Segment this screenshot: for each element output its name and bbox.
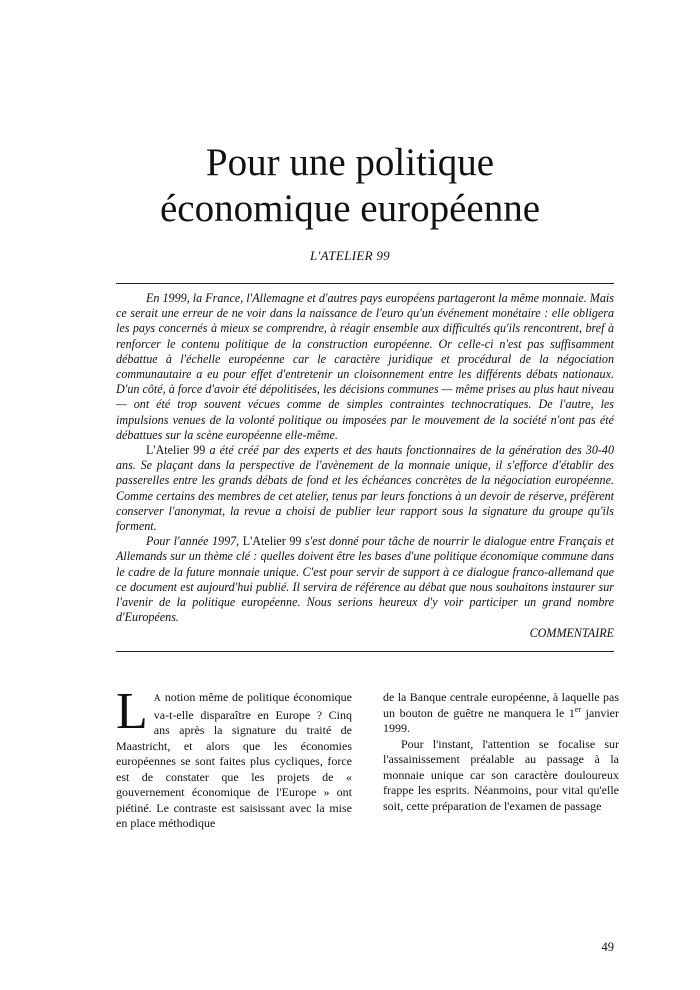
page-number: 49 <box>601 940 614 954</box>
title-line-2: économique européenne <box>159 187 541 230</box>
intro-paragraph-2-text: a été créé par des experts et des hauts fonctionnaires de la génération des 30-40 ans. Se plaçant dans la perspective de l'avènement de la monnaie unique, il s'efforce d'établir des passerelles entre les grands débats de fond et les échéances concrètes de la négociation européenne. Comme certains des membres de cet atelier, tenus par leurs fonctions à un devoir de réserve, préfèrent conserver l'anonymat, la revue a choisi de publier leur rapport sous la signature du groupe qu'ils forment. <box>116 443 614 534</box>
body-paragraph-1 <box>116 683 352 832</box>
atelier-name: L'Atelier 99 <box>146 443 206 458</box>
intro-signature: COMMENTAIRE <box>529 626 614 641</box>
body-paragraph-2: Pour l'instant, l'attention se focalise sur l'assainissement préalable au passage à la monnaie unique car son caractère douloureux frappe les esprits. Néanmoins, pour vital qu'elle soit, cette préparation de l'examen de passage <box>383 736 619 813</box>
body-paragraph-1-continued <box>383 690 619 737</box>
intro-abstract <box>116 291 614 642</box>
intro-paragraph-3-text: s'est donné pour tâche de nourrir le dialogue entre Français et Allemands sur un thème clé : quelles doivent être les bases d'une politique économique commune dans le cadre de la future monnaie unique. C'est pour servir de support à ce dialogue franco-allemand que ce document est aujourd'hui publié. Il servira de référence au débat que nous souhaitons instaurer sur l'avenir de la politique européenne. Nous serions heureux d'y voir participer un grand nombre d'Européens. <box>116 534 614 625</box>
body-text: janvier 1999. <box>383 705 619 735</box>
intro-paragraph-3 <box>116 534 614 625</box>
lead-small-caps: A <box>153 694 162 704</box>
title-line-1: Pour une politique <box>205 141 495 184</box>
intro-paragraph-1: En 1999, la France, l'Allemagne et d'autres pays européens partageront la même monnaie. Mais ce serait une erreur de ne voir dans la naissance de l'euro qu'un événement monétaire : elle obligera les pays concernés à mieux se comprendre, à réagir ensemble aux difficultés qu'ils rencontrent, bref à renforcer le contenu politique de la construction européenne. Or celle-ci n'est pas suffisamment débattue à l'échelle européenne car le caractère juridique et procédural de la négociation communautaire a eu pour effet d'entretenir un cloisonnement entre les différents débats nationaux. D'un côté, à force d'avoir été dépolitisées, les décisions communes — même prises au plus haut niveau — ont été trop souvent vécues comme de simples contraintes technocratiques. De l'autre, les impulsions venues de la volonté politique ou imposées par le mouvement de la société n'ont pas été débattues sur la scène européenne elle-même. <box>116 291 614 442</box>
intro-paragraph-3-start: Pour l'année 1997, <box>146 534 243 549</box>
body-text: de la Banque centrale européenne, à laquelle pas un bouton de guêtre ne manquera le 1 <box>383 690 619 720</box>
superscript-er: er <box>574 704 582 714</box>
body-paragraph-1-text: notion même de politique économique va-t-elle disparaître en Europe ? Cinq ans après la signature du traité de Maastricht, et alors que les économies européennes se sont faites plus cycliques, force est de constater que les projets de « gouvernement économique de l'Europe » ont piétiné. Le contraste est saisissant avec la mise en place méthodique <box>116 690 352 830</box>
article-title <box>0 140 700 232</box>
bottom-divider <box>116 651 614 652</box>
body-column-left <box>116 683 352 832</box>
intro-paragraph-2 <box>116 443 614 534</box>
body-column-right <box>383 690 619 814</box>
drop-cap: L <box>116 683 148 740</box>
author-byline: L'ATELIER 99 <box>310 248 390 263</box>
atelier-name: L'Atelier 99 <box>242 534 302 549</box>
top-divider <box>116 283 614 284</box>
